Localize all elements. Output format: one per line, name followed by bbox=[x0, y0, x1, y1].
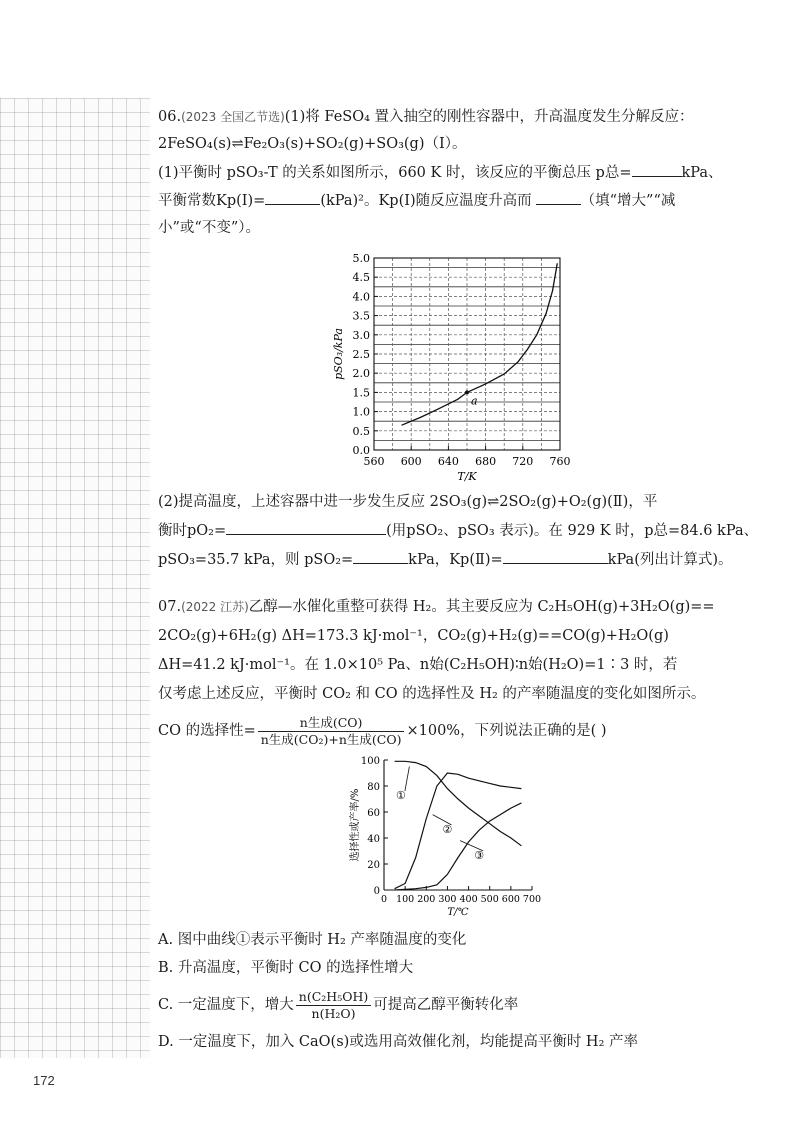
q06-part1-line2 bbox=[158, 190, 675, 211]
q06-part1-line1 bbox=[158, 162, 723, 183]
q06-part2-line2 bbox=[158, 520, 758, 541]
pso3-point bbox=[457, 399, 458, 400]
q06-p2l2a: 衡时pO₂= bbox=[158, 523, 227, 539]
page-number: 172 bbox=[33, 1073, 55, 1088]
x-tick-label: 700 bbox=[522, 894, 542, 905]
curve-label: ② bbox=[442, 822, 453, 836]
x-tick-label: 600 bbox=[400, 455, 422, 468]
y-tick-label: 100 bbox=[360, 756, 380, 767]
x-tick-label: 100 bbox=[396, 894, 415, 905]
q07-line3: ΔH=41.2 kJ·mol⁻¹。在 1.0×10⁵ Pa、n始(C₂H₅OH)∶n始(H₂O)=1∶3 时，若 bbox=[158, 657, 678, 673]
x-tick-label: 640 bbox=[437, 455, 459, 468]
q06-p1l2c: （填“增大”“减 bbox=[580, 193, 676, 209]
pso3-point bbox=[420, 417, 421, 418]
option-b[interactable]: B. 升高温度，平衡时 CO 的选择性增大 bbox=[158, 960, 414, 976]
answer-blank-trend[interactable] bbox=[536, 190, 581, 205]
option-c-numerator: n(C₂H₅OH) bbox=[296, 989, 371, 1006]
option-c[interactable] bbox=[158, 988, 518, 1022]
pso3-point bbox=[536, 334, 537, 335]
pso3-point bbox=[518, 361, 519, 362]
y-tick-label: 4.0 bbox=[352, 290, 370, 304]
q07-source: (2022 江苏) bbox=[181, 600, 249, 614]
y-tick-label: 5.0 bbox=[352, 252, 370, 265]
q06-equation1: 2FeSO₄(s)⇌Fe₂O₃(s)+SO₂(g)+SO₃(g)（Ⅰ）。 bbox=[158, 136, 467, 152]
q06-part2-line3 bbox=[158, 549, 733, 570]
q07-selectivity-formula bbox=[158, 714, 607, 748]
q06-p2l3c: kPa(列出计算式)。 bbox=[607, 552, 733, 568]
sel-label: CO 的选择性= bbox=[158, 723, 256, 739]
x-tick-label: 0 bbox=[380, 894, 388, 905]
sel-fraction bbox=[258, 715, 405, 748]
q06-intro: (1)将 FeSO₄ 置入抽空的刚性容器中，升高温度发生分解反应： bbox=[284, 109, 694, 125]
x-tick-label: 720 bbox=[512, 455, 534, 468]
chart-pso3-vs-t bbox=[328, 250, 573, 483]
y-tick-label: 60 bbox=[367, 808, 380, 819]
point-a-marker bbox=[465, 390, 469, 394]
y-tick-label: 0 bbox=[373, 886, 380, 897]
option-c-text-b: 可提高乙醇平衡转化率 bbox=[373, 997, 519, 1013]
pso3-point bbox=[439, 408, 440, 409]
curve-label: ① bbox=[395, 789, 406, 803]
answer-blank-kp2[interactable] bbox=[503, 549, 608, 564]
q07-line4: 仅考虑上述反应，平衡时 CO₂ 和 CO 的选择性及 H₂ 的产率随温度的变化如图所示。 bbox=[158, 686, 706, 702]
curve-3 bbox=[395, 803, 522, 890]
q07-line2: 2CO₂(g)+6H₂(g) ΔH=173.3 kJ·mol⁻¹，CO₂(g)+H₂(g)==CO(g)+H₂O(g) bbox=[158, 628, 669, 644]
sel-numerator: n生成(CO) bbox=[258, 715, 405, 732]
q07-line1 bbox=[158, 597, 715, 617]
y-tick-label: 4.5 bbox=[352, 271, 370, 285]
x-tick-label: 500 bbox=[480, 894, 499, 905]
answer-blank-total-pressure[interactable] bbox=[632, 162, 682, 177]
q06-part2-line1: (2)提高温度，上述容器中进一步发生反应 2SO₃(g)⇌2SO₂(g)+O₂(g)(Ⅱ)，平 bbox=[158, 494, 658, 510]
y-axis-label: pSO₃/kPa bbox=[332, 328, 345, 380]
sel-denominator: n生成(CO₂)+n生成(CO) bbox=[260, 731, 402, 747]
sel-tail: ×100%，下列说法正确的是( ) bbox=[406, 723, 607, 739]
y-tick-label: 1.0 bbox=[352, 405, 370, 419]
q06-p1l1a: (1)平衡时 pSO₃-T 的关系如图所示，660 K 时，该反应的平衡总压 p总= bbox=[158, 165, 632, 181]
x-tick-label: 200 bbox=[417, 894, 436, 905]
pso3-point bbox=[504, 373, 505, 374]
answer-blank-po2[interactable] bbox=[226, 520, 386, 535]
q06-source: (2023 全国乙节选) bbox=[181, 110, 285, 124]
y-tick-label: 1.5 bbox=[352, 386, 370, 400]
x-tick-label: 560 bbox=[363, 455, 385, 468]
x-tick-label: 680 bbox=[475, 455, 497, 468]
q06-number: 06. bbox=[158, 109, 182, 125]
answer-blank-kp1[interactable] bbox=[265, 190, 320, 205]
option-a[interactable]: A. 图中曲线①表示平衡时 H₂ 产率随温度的变化 bbox=[158, 932, 467, 948]
x-tick-label: 760 bbox=[549, 455, 571, 468]
pso3-point bbox=[557, 263, 558, 264]
x-tick-label: 400 bbox=[459, 894, 478, 905]
answer-blank-pso2[interactable] bbox=[353, 549, 408, 564]
q06-p2l3a: pSO₃=35.7 kPa，则 pSO₂= bbox=[158, 552, 354, 568]
grid-margin bbox=[0, 98, 150, 1058]
y-tick-label: 80 bbox=[367, 782, 380, 793]
x-tick-label: 300 bbox=[438, 894, 457, 905]
y-axis-label: 选择性或产率/% bbox=[350, 788, 361, 862]
y-tick-label: 0.5 bbox=[352, 424, 370, 438]
option-d[interactable]: D. 一定温度下，加入 CaO(s)或选用高效催化剂，均能提高平衡时 H₂ 产率 bbox=[158, 1034, 638, 1050]
y-tick-label: 3.0 bbox=[352, 328, 370, 342]
option-c-denominator: n(H₂O) bbox=[311, 1005, 356, 1021]
y-tick-label: 3.5 bbox=[352, 309, 370, 323]
q07-line1-text: 乙醇—水催化重整可获得 H₂。其主要反应为 C₂H₅OH(g)+3H₂O(g)== bbox=[248, 599, 715, 615]
y-tick-label: 20 bbox=[367, 860, 380, 871]
point-a-label: a bbox=[471, 394, 478, 408]
pso3-point bbox=[552, 290, 553, 291]
pso3-point bbox=[401, 424, 402, 425]
y-tick-label: 40 bbox=[367, 834, 380, 845]
option-c-fraction bbox=[296, 989, 371, 1022]
option-c-text-a: C. 一定温度下，增大 bbox=[158, 997, 294, 1013]
x-axis-label: T/K bbox=[457, 470, 477, 483]
y-tick-label: 0.0 bbox=[352, 444, 370, 457]
q06-p2l3b: kPa，Kp(Ⅱ)= bbox=[408, 552, 503, 568]
q06-p1l2b: (kPa)²。Kp(Ⅰ)随反应温度升高而 bbox=[320, 193, 532, 209]
q07-number: 07. bbox=[158, 599, 182, 615]
q06-p2l2b: (用pSO₂、pSO₃ 表示)。在 929 K 时，p总=84.6 kPa、 bbox=[386, 523, 759, 539]
q06-p1l2a: 平衡常数Kp(Ⅰ)= bbox=[158, 193, 266, 209]
curve-2 bbox=[395, 773, 522, 889]
x-tick-label: 600 bbox=[501, 894, 520, 905]
q06-p1l1b: kPa、 bbox=[681, 165, 723, 181]
curve-label-leader bbox=[405, 767, 409, 792]
q06-line1 bbox=[158, 107, 694, 127]
curve-label: ③ bbox=[474, 848, 485, 862]
y-tick-label: 2.0 bbox=[352, 367, 370, 381]
q06-part1-line3: 小”或“不变”）。 bbox=[158, 220, 260, 236]
pso3-point bbox=[527, 349, 528, 350]
pso3-point bbox=[485, 383, 486, 384]
x-axis-label: T/℃ bbox=[447, 907, 469, 918]
chart-selectivity-vs-t bbox=[350, 752, 545, 924]
y-tick-label: 2.5 bbox=[352, 348, 370, 361]
pso3-point bbox=[545, 313, 546, 314]
